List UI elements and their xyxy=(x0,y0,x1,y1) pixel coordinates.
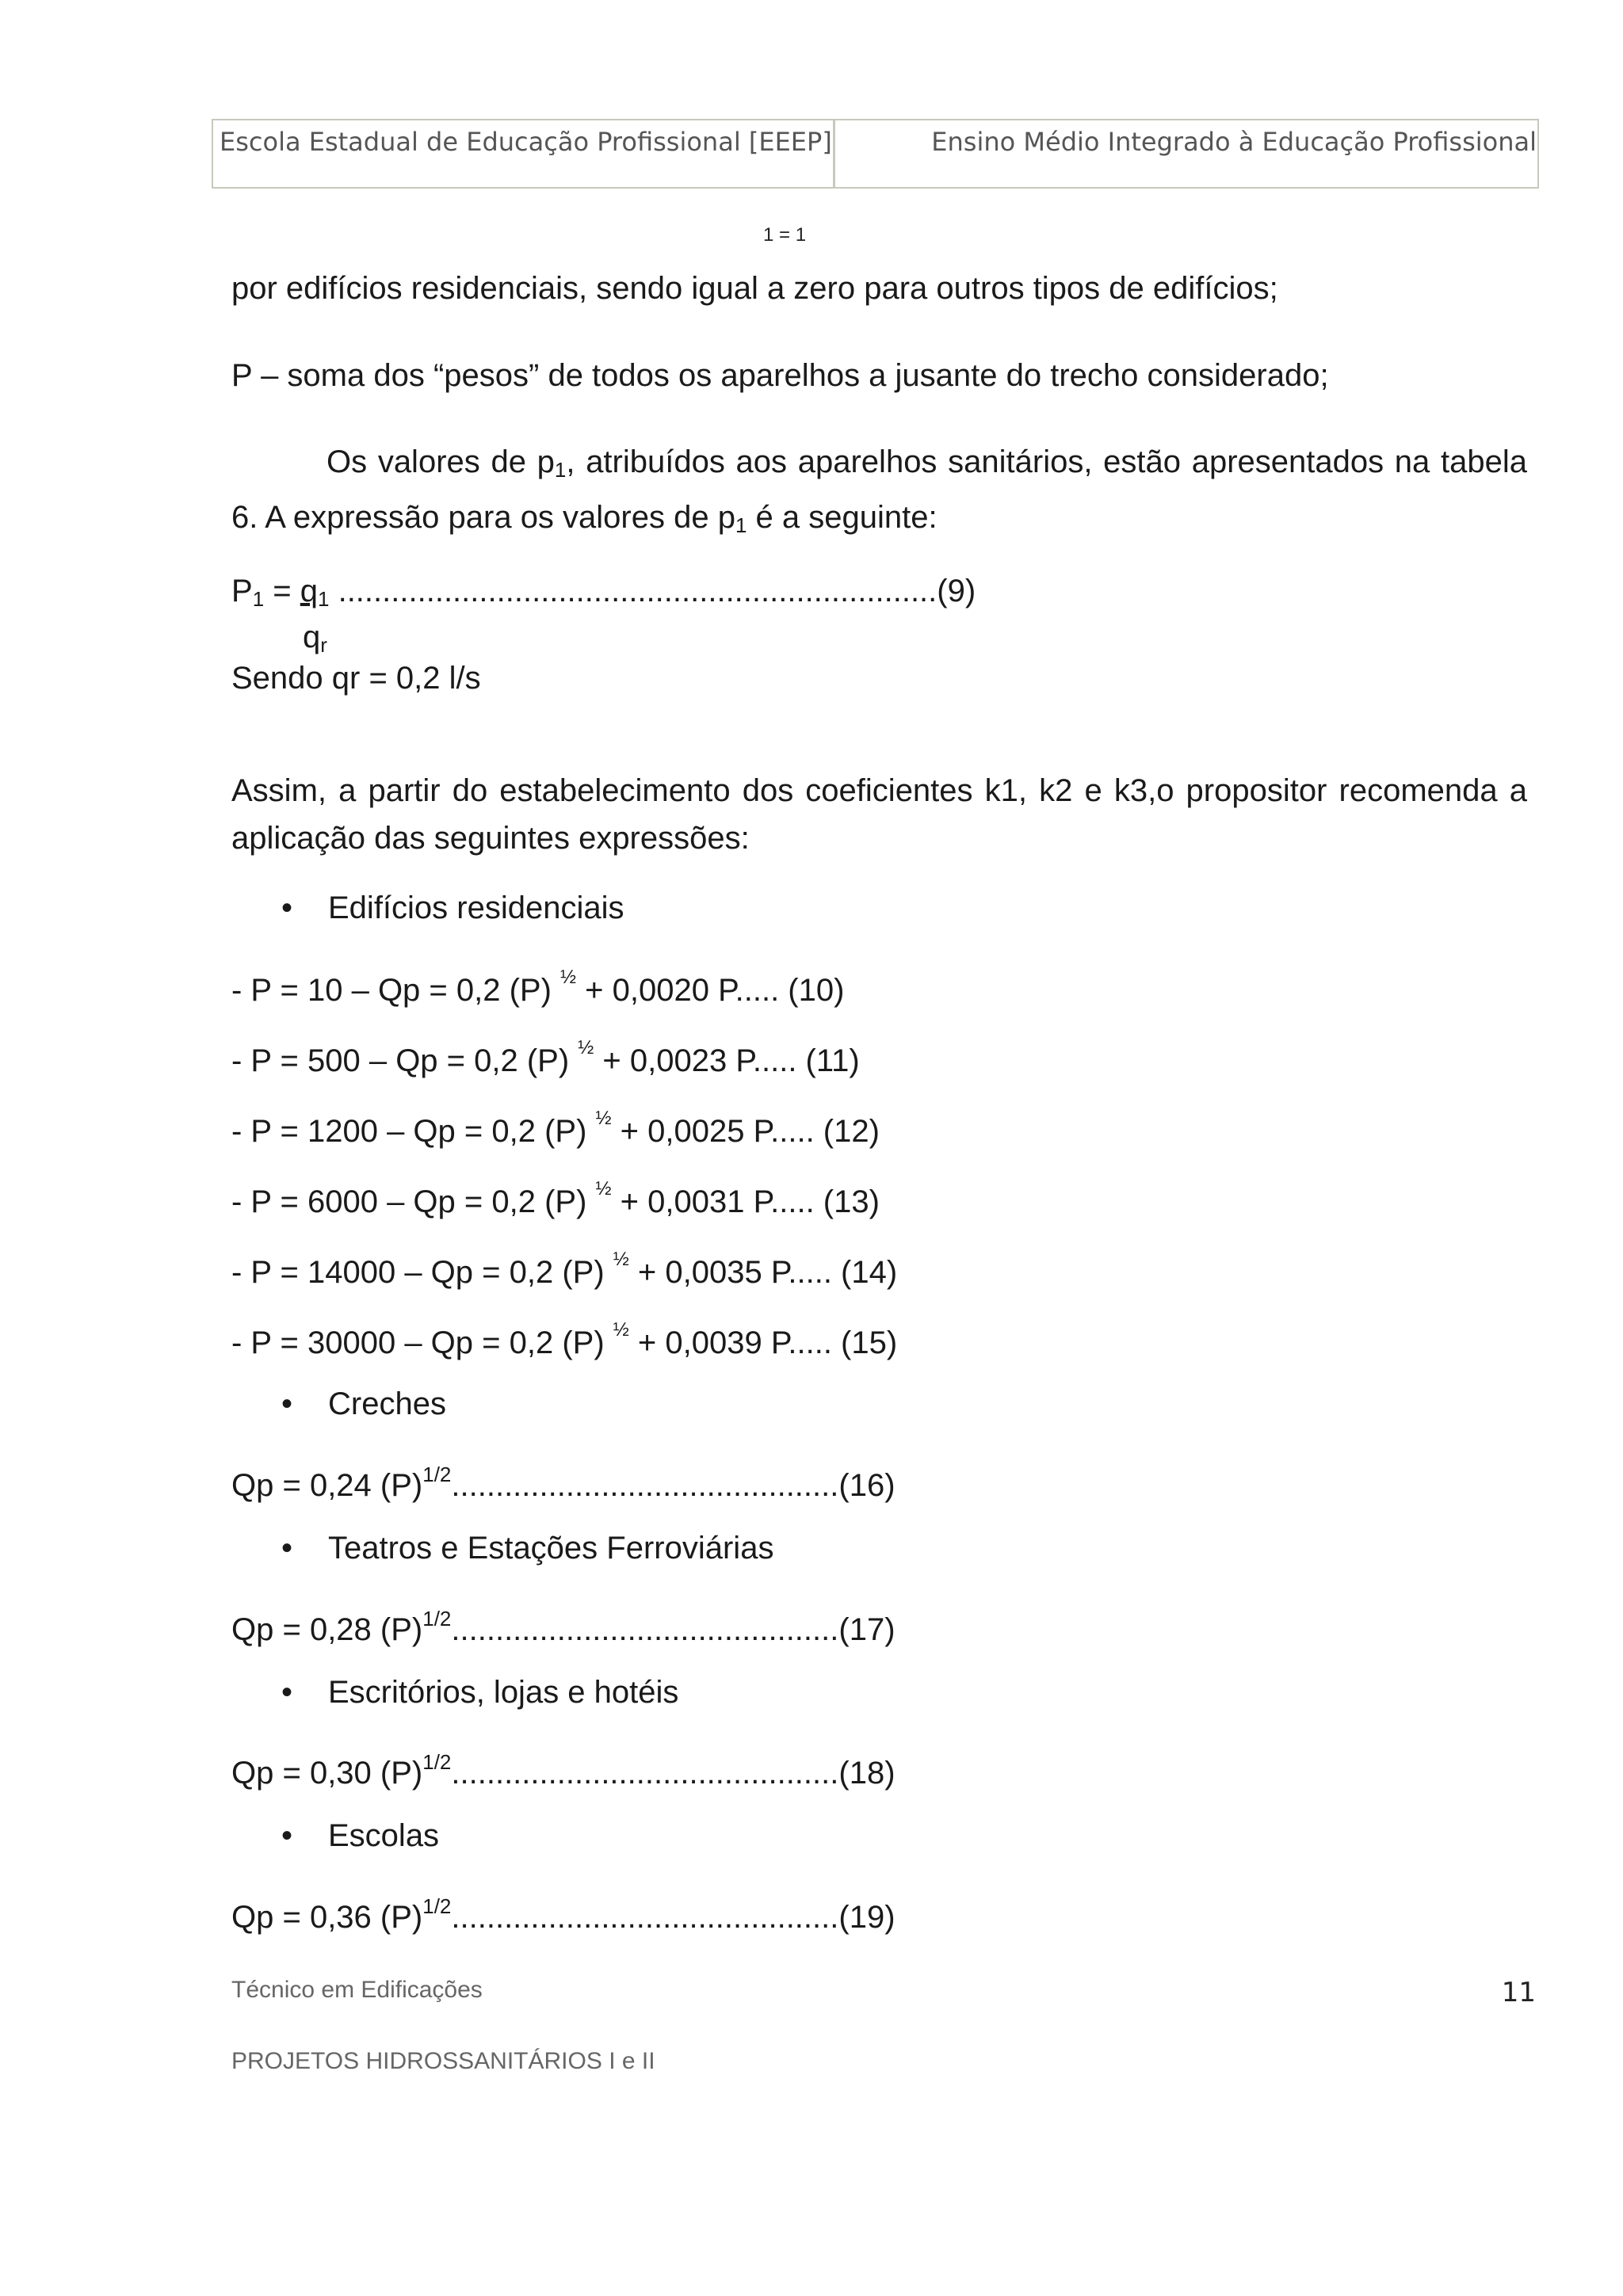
eq15-half: ½ xyxy=(613,1319,629,1341)
eq11-half: ½ xyxy=(578,1037,594,1058)
eq10-b: + 0,0020 P..... (10) xyxy=(576,973,845,1008)
eq9-p-sub: 1 xyxy=(252,587,265,611)
paragraph-p1-values xyxy=(231,438,1527,549)
eq12-b: + 0,0025 P..... (12) xyxy=(611,1114,880,1149)
eq18-exp: 1/2 xyxy=(422,1750,452,1774)
eq10-half: ½ xyxy=(560,967,577,988)
eq16-a: Qp = 0,24 (P) xyxy=(231,1468,423,1503)
eq9-p: P xyxy=(231,574,253,608)
equation-16 xyxy=(231,1455,896,1505)
eq12-half: ½ xyxy=(595,1108,612,1129)
header-school-name: Escola Estadual de Educação Profissional [EEEP] xyxy=(220,127,832,157)
eq13-b: + 0,0031 P..... (13) xyxy=(611,1184,880,1219)
bullet-creches: • xyxy=(281,1386,293,1421)
eq13-half: ½ xyxy=(595,1178,612,1199)
footer-subject: PROJETOS HIDROSSANITÁRIOS I e II xyxy=(231,2048,655,2074)
eq18-a: Qp = 0,30 (P) xyxy=(231,1756,423,1791)
eq16-exp: 1/2 xyxy=(422,1463,452,1486)
section-title-creches: Creches xyxy=(328,1386,446,1421)
equation-9 xyxy=(231,572,976,618)
eq9-den-sub: r xyxy=(320,633,327,657)
eq17-a: Qp = 0,28 (P) xyxy=(231,1612,423,1647)
header-divider xyxy=(833,119,835,189)
equation-10 xyxy=(231,959,844,1009)
section-title-escolas: Escolas xyxy=(328,1818,440,1853)
eq9-denominator xyxy=(303,618,327,664)
bullet-escritorios: • xyxy=(281,1675,293,1710)
eq15-a: - P = 30000 – Qp = 0,2 (P) xyxy=(231,1325,613,1360)
eq14-a: - P = 14000 – Qp = 0,2 (P) xyxy=(231,1255,613,1290)
para-text-a: Os valores de p xyxy=(327,444,555,479)
eq14-half: ½ xyxy=(613,1249,629,1270)
bullet-teatros: • xyxy=(281,1531,293,1566)
eq11-a: - P = 500 – Qp = 0,2 (P) xyxy=(231,1043,579,1078)
equation-13 xyxy=(231,1170,880,1221)
body-line-residential: por edifícios residenciais, sendo igual a zero para outros tipos de edifícios; xyxy=(231,271,1278,306)
header-course-type: Ensino Médio Integrado à Educação Profissional xyxy=(931,127,1537,157)
equation-18 xyxy=(231,1743,896,1792)
eq19-exp: 1/2 xyxy=(422,1894,452,1918)
equation-15 xyxy=(231,1311,897,1362)
footer-course: Técnico em Edificações xyxy=(231,1977,483,2003)
bullet-residencial: • xyxy=(281,891,293,925)
eq19-b: ............................................(19) xyxy=(451,1900,896,1935)
equation-17 xyxy=(231,1600,896,1649)
eq17-b: ............................................(17) xyxy=(451,1612,896,1647)
eq17-exp: 1/2 xyxy=(422,1607,452,1630)
equation-19 xyxy=(231,1887,896,1936)
eq9-numerator xyxy=(300,574,330,611)
page-number: 11 xyxy=(1501,1977,1536,2008)
eq10-a: - P = 10 – Qp = 0,2 (P) xyxy=(231,973,561,1008)
para-text-b: , atribuídos aos aparelhos sanitários, estão apresentados na tabela 6. A expressão para os valores de p xyxy=(231,444,1527,535)
section-title-teatros: Teatros e Estações Ferroviárias xyxy=(328,1531,774,1566)
para-sub-2: 1 xyxy=(735,513,747,537)
eq11-b: + 0,0023 P..... (11) xyxy=(594,1043,860,1078)
eq12-a: - P = 1200 – Qp = 0,2 (P) xyxy=(231,1114,596,1149)
equation-12 xyxy=(231,1100,880,1150)
body-line-p-definition: P – soma dos “pesos” de todos os aparelhos a jusante do trecho considerado; xyxy=(231,358,1329,393)
eq9-equals: = xyxy=(264,574,300,608)
para-text-c: é a seguinte: xyxy=(747,500,938,535)
bullet-escolas: • xyxy=(281,1818,293,1853)
eq14-b: + 0,0035 P..... (14) xyxy=(628,1255,898,1290)
section-title-escritorios: Escritórios, lojas e hotéis xyxy=(328,1675,679,1710)
para-sub-1: 1 xyxy=(554,458,567,482)
top-note: 1 = 1 xyxy=(763,224,807,246)
qr-line: Sendo qr = 0,2 l/s xyxy=(231,661,481,696)
eq18-b: ............................................(18) xyxy=(451,1756,896,1791)
eq9-num-q: q xyxy=(300,574,318,608)
eq15-b: + 0,0039 P..... (15) xyxy=(628,1325,898,1360)
eq19-a: Qp = 0,36 (P) xyxy=(231,1900,423,1935)
section-title-residencial: Edifícios residenciais xyxy=(328,891,624,925)
eq9-den-q: q xyxy=(303,620,321,654)
paragraph-assim: Assim, a partir do estabelecimento dos coeficientes k1, k2 e k3,o propositor recomenda a aplicação das seguintes expressões: xyxy=(231,773,1527,856)
eq13-a: - P = 6000 – Qp = 0,2 (P) xyxy=(231,1184,596,1219)
equation-14 xyxy=(231,1241,897,1291)
eq9-dots: ....................................................................(9) xyxy=(329,574,976,608)
equation-11 xyxy=(231,1029,860,1080)
eq16-b: ............................................(16) xyxy=(451,1468,896,1503)
eq9-num-sub: 1 xyxy=(318,587,330,611)
